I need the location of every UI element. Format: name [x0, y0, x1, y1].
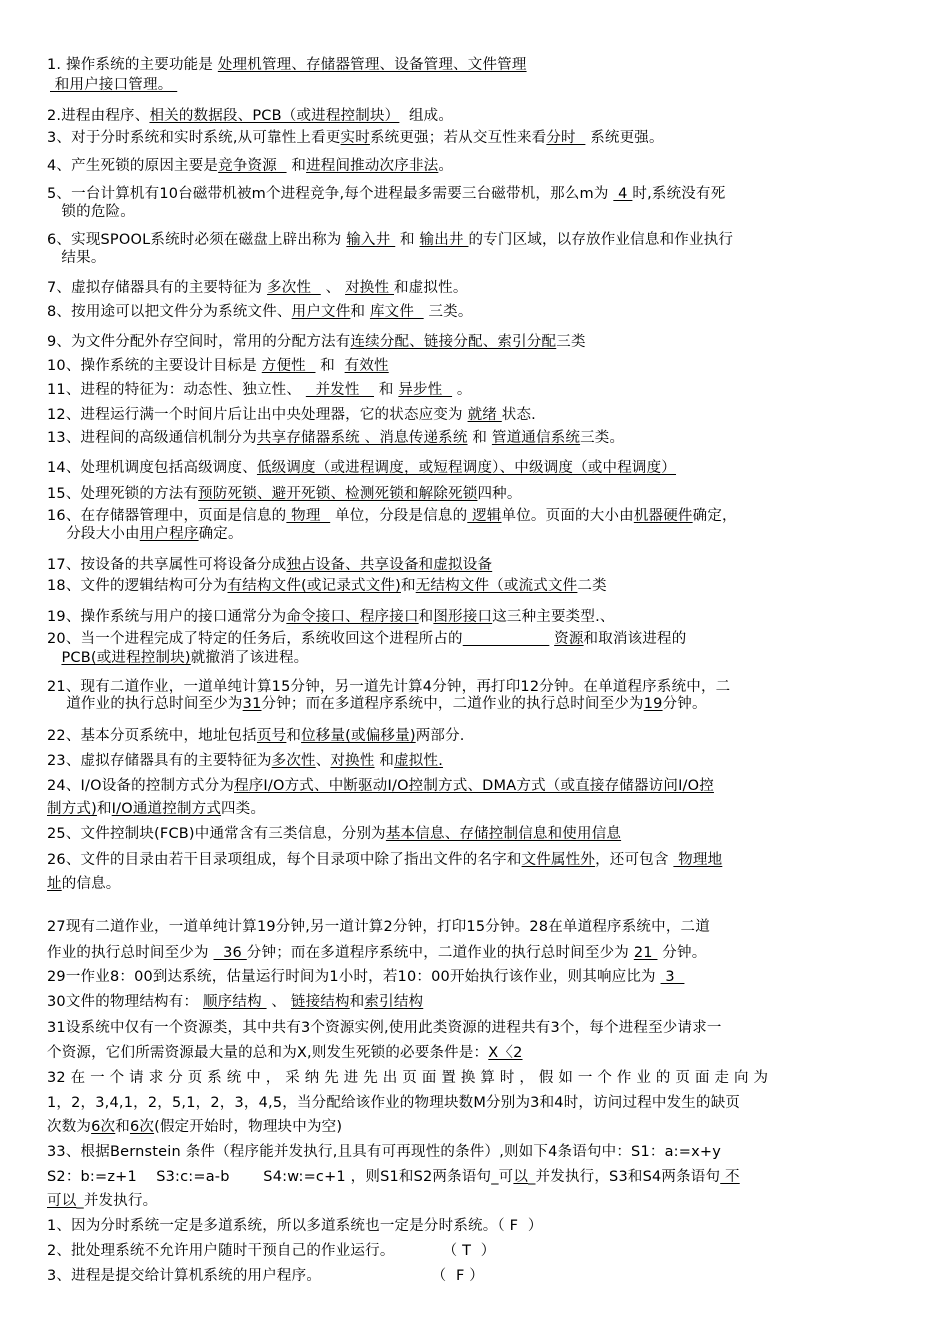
- line-q5: [47, 184, 725, 204]
- question-text: 和: [400, 578, 416, 594]
- answer-text: 独占设备、共享设备和虚拟设备: [286, 557, 493, 573]
- question-text: 道作业的执行总时间至少为: [47, 696, 243, 712]
- question-text: _并发执行，S3和S4两条语句: [528, 1169, 721, 1185]
- answer-text: 制方式): [47, 801, 97, 817]
- question-text: 确定，: [692, 508, 737, 524]
- line-q4: [47, 156, 453, 176]
- question-text: 、: [266, 994, 291, 1010]
- question-text: 和虚拟性。: [394, 280, 468, 296]
- answer-text: 物理: [286, 508, 331, 524]
- question-text: 1，2，3,4,1，2，5,1，2，3，4,5，当分配给该作业的物理块数M分别为3和4时，访问过程中发生的缺页: [47, 1095, 741, 1111]
- answer-text: 低级调度（或进程调度，或短程调度）、中级调度（或中程调度）: [256, 460, 677, 476]
- answer-text: 程序I/O方式、中断驱动I/O控制方式、DMA方式（或直接存储器访问I/O控: [234, 778, 714, 794]
- question-text: 31设系统中仅有一个资源类，其中共有3个资源实例,使用此类资源的进程共有3个，每个进程至少请求一: [47, 1020, 722, 1036]
- answer-text: 分时: [546, 130, 586, 146]
- question-text: 三类: [556, 334, 586, 350]
- question-text: 27现有二道作业，一道单纯计算19分钟,另一道计算2分钟，打印15分钟。28在单道程序系统中，二道: [47, 919, 710, 935]
- line-q30: [47, 992, 423, 1012]
- line-q2: [47, 106, 453, 126]
- line-q32: [47, 1068, 768, 1088]
- answer-text: 图形接口: [433, 609, 493, 625]
- question-text: 。: [452, 382, 472, 398]
- answer-text: 管道通信系统: [491, 430, 581, 446]
- question-text: 14、处理机调度包括高级调度、: [47, 460, 257, 476]
- line-q27: [47, 917, 710, 937]
- question-text: 这三种主要类型.、: [492, 609, 615, 625]
- question-text: 10、操作系统的主要设计目标是: [47, 358, 262, 374]
- answer-text: 链接结构: [290, 994, 350, 1010]
- question-text: 2.进程由程序、: [47, 108, 150, 124]
- line-q25: [47, 824, 621, 844]
- line-tf2: [47, 1241, 496, 1261]
- question-text: 13、进程间的高级通信机制分为: [47, 430, 257, 446]
- question-text: 23、虚拟存储器具有的主要特征为: [47, 753, 272, 769]
- line-q16-cont: [47, 524, 243, 544]
- question-text: 和: [349, 994, 365, 1010]
- answer-text: 对换性: [345, 280, 395, 296]
- question-text: 结果。: [47, 250, 106, 266]
- line-q33-cont2: [47, 1191, 157, 1211]
- answer-text: 有结构文件(或记录式文件): [227, 578, 401, 594]
- answer-text: 不: [720, 1169, 740, 1185]
- question-text: 19、操作系统与用户的接口通常分为: [47, 609, 287, 625]
- line-q11: [47, 380, 472, 400]
- answer-text: 连续分配、链接分配、索引分配: [350, 334, 557, 350]
- line-q13: [47, 428, 624, 448]
- answer-text: [463, 631, 550, 647]
- question-text: 和: [418, 609, 434, 625]
- line-q32-cont2: [47, 1117, 342, 1137]
- answer-text: 31: [242, 696, 262, 712]
- line-q23: [47, 751, 443, 771]
- question-text: 就撤消了该进程。: [190, 650, 309, 666]
- line-q1: [47, 55, 527, 75]
- answer-text: 资源: [554, 631, 584, 647]
- question-text: 和取消该进程的: [583, 631, 687, 647]
- answer-text: 进程间推动次序非法: [306, 158, 439, 174]
- question-text: 的信息。: [61, 876, 121, 892]
- question-text: 7、虚拟存储器具有的主要特征为: [47, 280, 268, 296]
- answer-text: 位移量(或偏移量): [301, 728, 416, 744]
- question-text: 17、按设备的共享属性可将设备分成: [47, 557, 287, 573]
- answer-text: PCB(或进程控制块): [61, 650, 191, 666]
- line-q3: [47, 128, 664, 148]
- answer-text: 有效性: [344, 358, 389, 374]
- question-text: 29一作业8：00到达系统，估量运行时间为1小时，若10：00开始执行该作业，则其响应比为: [47, 969, 661, 985]
- question-text: _并发执行。: [76, 1193, 158, 1209]
- answer-text: 用户程序: [139, 526, 199, 542]
- question-text: 26、文件的目录由若干目录项组成，每个目录项中除了指出文件的名字和: [47, 852, 522, 868]
- question-text: 6、实现SPOOL系统时必须在磁盘上辟出称为: [47, 232, 347, 248]
- question-text: [47, 650, 61, 666]
- question-text: 5、一台计算机有10台磁带机被m个进程竞争,每个进程最多需要三台磁带机，那么m为: [47, 186, 614, 202]
- line-tf3: [47, 1266, 484, 1286]
- answer-text: 输出井: [419, 232, 469, 248]
- line-q8: [47, 302, 473, 322]
- question-text: 单位，分段是信息的: [330, 508, 468, 524]
- answer-text: 共享存储器系统 、消息传递系统: [256, 430, 468, 446]
- answer-text: 并发性: [305, 382, 375, 398]
- line-q26: [47, 850, 722, 870]
- line-tf1: [47, 1216, 543, 1236]
- answer-text: 3: [660, 969, 685, 985]
- line-q6-cont: [47, 248, 106, 268]
- line-q15: [47, 484, 522, 504]
- question-text: 3、进程是提交给计算机系统的用户程序。 （ F ）: [47, 1268, 485, 1284]
- answer-text: 相关的数据段、PCB（或进程控制块）: [149, 108, 400, 124]
- answer-text: I/O通道控制方式: [111, 801, 222, 817]
- answer-text: 21: [633, 945, 658, 961]
- question-text: 22、基本分页系统中，地址包括: [47, 728, 257, 744]
- question-text: 三类。: [423, 304, 473, 320]
- answer-text: 多次性: [267, 280, 321, 296]
- answer-text: 就绪: [467, 407, 502, 423]
- question-text: 和: [286, 728, 302, 744]
- line-q18: [47, 576, 607, 596]
- line-q14: [47, 458, 676, 478]
- question-text: 、: [320, 280, 346, 296]
- line-q24: [47, 776, 714, 796]
- question-text: 四种。: [477, 486, 522, 502]
- answer-text: 虚拟性.: [394, 753, 444, 769]
- answer-text: 逻辑: [467, 508, 502, 524]
- question-text: 16、在存储器管理中，页面是信息的: [47, 508, 287, 524]
- question-text: 分钟；而在多道程序系统中，二道作业的执行总时间至少为: [246, 945, 634, 961]
- question-text: 1. 操作系统的主要功能是: [47, 57, 218, 73]
- answer-text: 基本信息、存储控制信息和使用信息: [385, 826, 622, 842]
- question-text: 33、根据Bernstein 条件（程序能并发执行,且具有可再现性的条件）,则如下4条语句中：S1：a:=x+y: [47, 1144, 722, 1160]
- question-text: 组成。: [399, 108, 454, 124]
- answer-text: 机器硬件: [633, 508, 693, 524]
- answer-text: 输入井: [346, 232, 396, 248]
- question-text: 30文件的物理结构有：: [47, 994, 203, 1010]
- answer-text: 无结构文件（或流式文件: [415, 578, 578, 594]
- line-q9: [47, 332, 586, 352]
- question-text: 8、按用途可以把文件分为系统文件、: [47, 304, 292, 320]
- question-text: 时,系统没有死: [632, 186, 726, 202]
- question-text: 和: [96, 801, 112, 817]
- question-text: 分钟；而在多道程序系统中，二道作业的执行总时间至少为: [261, 696, 644, 712]
- answer-text: 对换性: [330, 753, 375, 769]
- question-text: 单位。页面的大小由: [501, 508, 634, 524]
- answer-text: 实时: [340, 130, 370, 146]
- question-text: 两部分.: [415, 728, 465, 744]
- question-text: 24、I/O设备的控制方式分为: [47, 778, 235, 794]
- answer-text: 6次: [129, 1119, 155, 1135]
- line-q20-cont: [47, 648, 308, 668]
- answer-text: 页号: [256, 728, 287, 744]
- answer-text: 以: [513, 1169, 529, 1185]
- question-text: 的专门区域，以存放作业信息和作业执行: [468, 232, 734, 248]
- line-q12: [47, 405, 536, 425]
- line-q5-cont: [47, 202, 135, 222]
- question-text: 系统更强。: [585, 130, 664, 146]
- answer-text: 可以: [47, 1193, 77, 1209]
- line-q33: [47, 1142, 721, 1162]
- question-text: 。: [438, 158, 454, 174]
- question-text: 和: [467, 430, 492, 446]
- question-text: S2：b:=z+1 S3:c:=a-b S4:w:=c+1 ，则S1和S2两条语句_可: [47, 1169, 514, 1185]
- question-text: 分钟。: [662, 696, 707, 712]
- question-text: 和: [395, 232, 420, 248]
- answer-text: 6次: [91, 1119, 116, 1135]
- line-q32-cont1: [47, 1093, 740, 1113]
- question-text: 、: [315, 753, 331, 769]
- line-q17: [47, 555, 492, 575]
- question-text: 分钟。: [657, 945, 707, 961]
- question-text: 系统更强；若从交互性来看: [369, 130, 547, 146]
- answer-text: 方便性: [261, 358, 316, 374]
- answer-text: 物理地: [673, 852, 723, 868]
- question-text: 次数为: [47, 1119, 92, 1135]
- question-text: 状态.: [501, 407, 536, 423]
- question-text: 15、处理死锁的方法有: [47, 486, 199, 502]
- question-text: 18、文件的逻辑结构可分为: [47, 578, 228, 594]
- answer-text: 19: [643, 696, 663, 712]
- line-q19: [47, 607, 615, 627]
- line-q21-cont: [47, 694, 707, 714]
- line-q16: [47, 506, 737, 526]
- question-text: 20、当一个进程完成了特定的任务后，系统收回这个进程所占的: [47, 631, 463, 647]
- question-text: 和: [286, 158, 307, 174]
- answer-text: 索引结构: [364, 994, 424, 1010]
- question-text: 21、现有二道作业，一道单纯计算15分钟，另一道先计算4分钟，再打印12分钟。在单道程序系统中，二: [47, 679, 731, 695]
- answer-text: 顺序结构: [202, 994, 267, 1010]
- question-text: 和: [115, 1119, 130, 1135]
- question-text: ，还可包含: [595, 852, 674, 868]
- question-text: 二类: [577, 578, 607, 594]
- question-text: 和: [374, 382, 399, 398]
- answer-text: 库文件: [369, 304, 424, 320]
- answer-text: 4: [613, 186, 633, 202]
- question-text: 确定。: [198, 526, 243, 542]
- line-q10: [47, 356, 389, 376]
- answer-text: 处理机管理、存储器管理、设备管理、文件管理: [217, 57, 527, 73]
- question-text: 四类。: [221, 801, 266, 817]
- answer-text: 址: [47, 876, 62, 892]
- answer-text: 预防死锁、避开死锁、检测死锁和解除死锁: [198, 486, 478, 502]
- answer-text: X〈2: [488, 1045, 523, 1061]
- answer-text: 36: [213, 945, 247, 961]
- question-text: 25、文件控制块(FCB)中通常含有三类信息，分别为: [47, 826, 386, 842]
- question-text: 32 在 一 个 请 求 分 页 系 统 中 ， 采 纳 先 进 先 出 页 面 置 换 算 时 ， 假 如 一 个 作 业 的 页 面 走 向 为: [47, 1070, 769, 1086]
- question-text: 2、批处理系统不允许用户随时干预自己的作业运行。 （ T ）: [47, 1243, 496, 1259]
- line-q1-cont: [50, 75, 177, 95]
- question-text: 和: [350, 304, 370, 320]
- question-text: 三类。: [580, 430, 625, 446]
- line-q26-cont: [47, 874, 121, 894]
- answer-text: 文件属性外: [521, 852, 596, 868]
- question-text: 作业的执行总时间至少为: [47, 945, 214, 961]
- question-text: 锁的危险。: [47, 204, 135, 220]
- question-text: 个资源，它们所需资源最大量的总和为X,则发生死锁的必要条件是：: [47, 1045, 489, 1061]
- question-text: 11、进程的特征为：动态性、独立性、: [47, 382, 306, 398]
- line-q6: [47, 230, 733, 250]
- line-q20: [47, 629, 686, 649]
- question-text: 4、产生死锁的原因主要是: [47, 158, 219, 174]
- answer-text: 多次性: [271, 753, 316, 769]
- line-q22: [47, 726, 465, 746]
- answer-text: 用户文件: [291, 304, 351, 320]
- answer-text: 命令接口、程序接口: [286, 609, 419, 625]
- line-q24-cont: [47, 799, 265, 819]
- question-text: 分段大小由: [47, 526, 140, 542]
- line-q31: [47, 1018, 722, 1038]
- question-text: 9、为文件分配外存空间时，常用的分配方法有: [47, 334, 351, 350]
- question-text: (假定开始时，物理块中为空): [154, 1119, 343, 1135]
- question-text: 3、对于分时系统和实时系统,从可靠性上看更: [47, 130, 341, 146]
- question-text: 和: [374, 753, 395, 769]
- line-q27-cont: [47, 943, 706, 963]
- answer-text: 和用户接口管理。: [50, 77, 178, 93]
- answer-text: 异步性: [398, 382, 453, 398]
- question-text: 12、进程运行满一个时间片后让出中央处理器，它的状态应变为: [47, 407, 468, 423]
- answer-text: 竞争资源: [218, 158, 287, 174]
- line-q29: [47, 967, 684, 987]
- line-q7: [47, 278, 468, 298]
- question-text: 1、因为分时系统一定是多道系统，所以多道系统也一定是分时系统。（ F ）: [47, 1218, 543, 1234]
- line-q31-cont: [47, 1043, 523, 1063]
- line-q33-cont1: [47, 1167, 740, 1187]
- question-text: 和: [315, 358, 345, 374]
